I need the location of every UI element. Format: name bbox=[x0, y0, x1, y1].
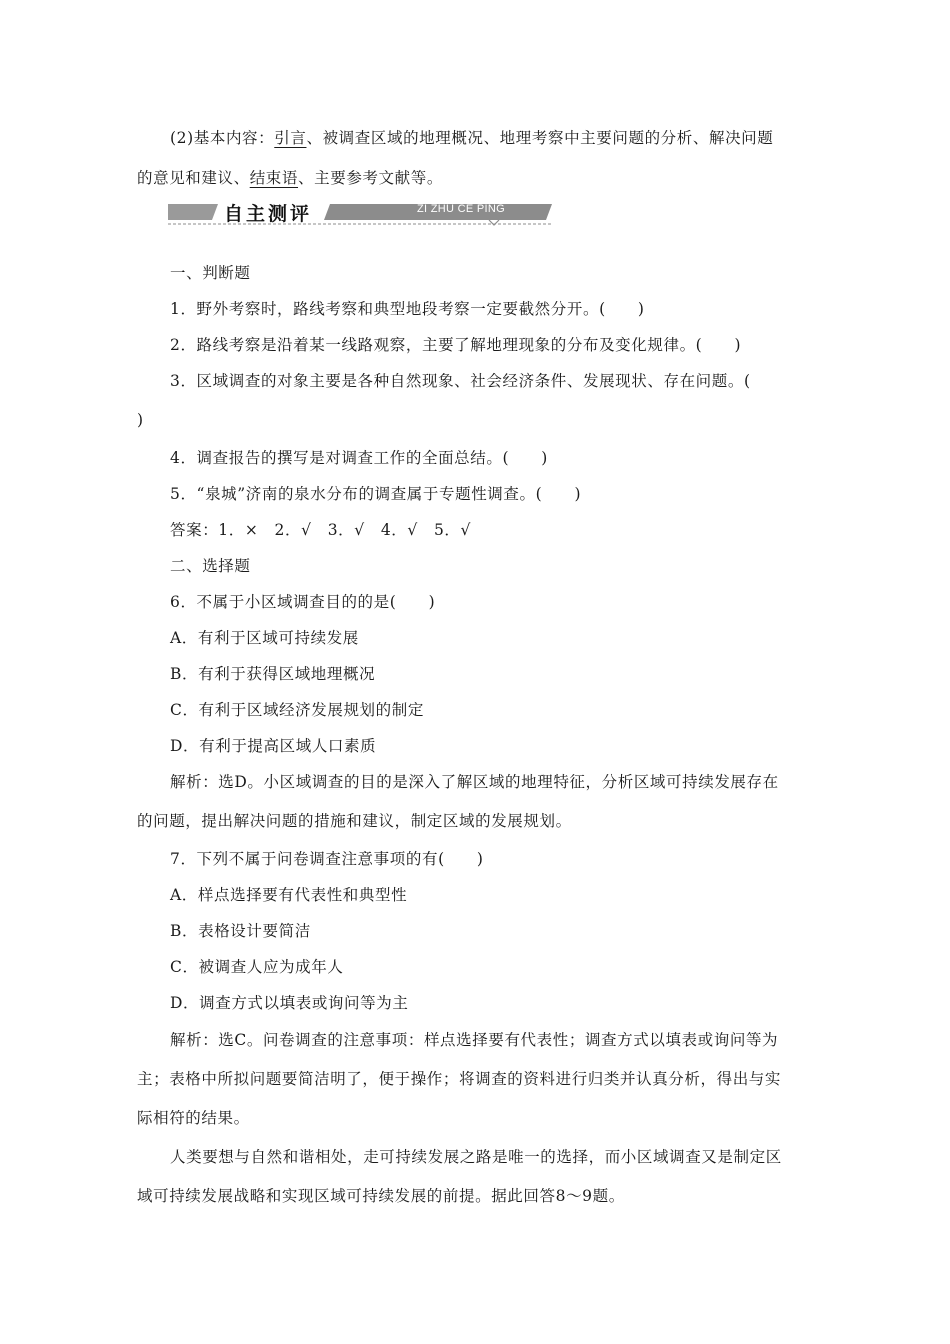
question-7-analysis-line-3: 际相符的结果。 bbox=[137, 1109, 250, 1127]
question-7-option-a: A．样点选择要有代表性和典型性 bbox=[170, 886, 408, 904]
question-6: 6．不属于小区域调查目的的是( ) bbox=[170, 593, 436, 611]
section-heading-choice: 二、选择题 bbox=[170, 557, 251, 575]
content-text: 、被调查区域的地理概况、地理考察中主要问题的分析、解决问题 bbox=[306, 129, 774, 147]
content-paragraph-line-2 bbox=[137, 168, 817, 188]
answer-key: 答案：1．× 2．√ 3．√ 4．√ 5．√ bbox=[170, 521, 472, 539]
question-5: 5．“泉城”济南的泉水分布的调查属于专题性调查。( ) bbox=[170, 485, 582, 503]
banner-subtitle: ZI ZHU CE PING bbox=[417, 203, 505, 215]
underlined-term-conclusion: 结束语 bbox=[249, 169, 299, 187]
section-heading-judgment: 一、判断题 bbox=[170, 264, 251, 282]
question-3-line-2: ) bbox=[137, 411, 144, 429]
question-7-option-d: D．调查方式以填表或询问等为主 bbox=[170, 994, 409, 1012]
question-7-analysis-line-2: 主；表格中所拟问题要简洁明了，便于操作；将调查的资料进行归类并认真分析，得出与实 bbox=[137, 1070, 782, 1088]
content-label: (2)基本内容： bbox=[170, 129, 275, 147]
question-6-option-a: A．有利于区域可持续发展 bbox=[170, 629, 359, 647]
material-paragraph-line-1: 人类要想与自然和谐相处，走可持续发展之路是唯一的选择，而小区域调查又是制定区 bbox=[170, 1148, 782, 1166]
question-7-analysis-line-1: 解析：选C。问卷调查的注意事项：样点选择要有代表性；调查方式以填表或询问等为 bbox=[170, 1031, 779, 1049]
question-6-analysis-line-2: 的问题，提出解决问题的措施和建议，制定区域的发展规划。 bbox=[137, 812, 572, 830]
material-paragraph-line-2: 域可持续发展战略和实现区域可持续发展的前提。据此回答8～9题。 bbox=[137, 1187, 625, 1205]
question-6-analysis-line-1: 解析：选D。小区域调查的目的是深入了解区域的地理特征，分析区域可持续发展存在 bbox=[170, 773, 779, 791]
question-7-option-b: B．表格设计要简洁 bbox=[170, 922, 311, 940]
question-6-option-b: B．有利于获得区域地理概况 bbox=[170, 665, 376, 683]
banner-left-bar bbox=[168, 204, 218, 220]
banner-title: 自主测评 bbox=[224, 203, 313, 225]
question-6-option-d: D．有利于提高区域人口素质 bbox=[170, 737, 377, 755]
question-6-option-c: C．有利于区域经济发展规划的制定 bbox=[170, 701, 424, 719]
question-7-option-c: C．被调查人应为成年人 bbox=[170, 958, 344, 976]
question-1: 1．野外考察时，路线考察和典型地段考察一定要截然分开。( ) bbox=[170, 300, 645, 318]
question-4: 4．调查报告的撰写是对调查工作的全面总结。( ) bbox=[170, 449, 548, 467]
question-7: 7．下列不属于问卷调查注意事项的有( ) bbox=[170, 850, 484, 868]
underlined-term-intro: 引言 bbox=[274, 129, 307, 147]
question-2: 2．路线考察是沿着某一线路观察，主要了解地理现象的分布及变化规律。( ) bbox=[170, 336, 742, 354]
content-text: 的意见和建议、 bbox=[137, 169, 250, 187]
content-paragraph-line-1 bbox=[170, 128, 850, 148]
section-banner bbox=[168, 198, 552, 228]
content-text: 、主要参考文献等。 bbox=[298, 169, 443, 187]
question-3-line-1: 3．区域调查的对象主要是各种自然现象、社会经济条件、发展现状、存在问题。( bbox=[170, 372, 751, 390]
